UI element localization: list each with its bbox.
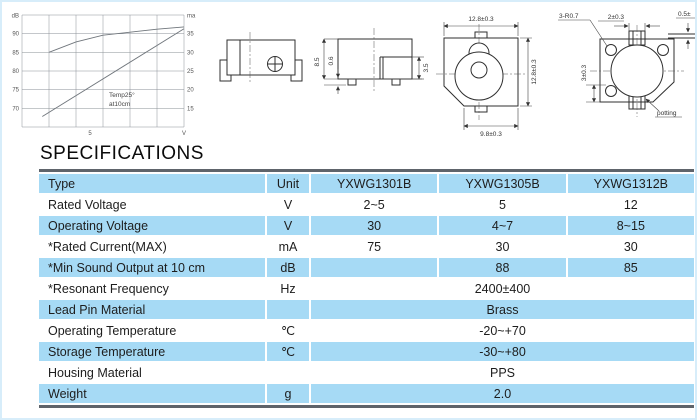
x-axis-unit: V — [181, 131, 187, 137]
spec-row — [39, 384, 694, 403]
potting-label: potting — [657, 110, 677, 117]
spec-table-body — [39, 195, 694, 403]
row-unit: ℃ — [267, 342, 309, 361]
row-value-merged: PPS — [489, 365, 515, 380]
col-header-model-1: YXWG1301B — [311, 174, 437, 193]
row-label: *Rated Current(MAX) — [48, 239, 167, 254]
side-view-drawing — [298, 20, 434, 120]
dim-pin-span: 9.8±0.3 — [480, 131, 502, 138]
row-label: Weight — [39, 384, 265, 403]
row-unit: V — [267, 216, 309, 235]
spec-row — [39, 342, 694, 361]
row-label: *Resonant Frequency — [48, 281, 169, 296]
row-label: Rated Voltage — [48, 197, 127, 212]
row-label: Storage Temperature — [39, 342, 265, 361]
dim-step-height: 3.5 — [423, 63, 430, 73]
right-tick: 20 — [187, 87, 194, 94]
row-value-merged: 2400±400 — [474, 281, 531, 296]
performance-chart — [6, 7, 208, 141]
chart-grid — [22, 15, 184, 127]
left-tick: 75 — [12, 87, 19, 94]
page-title: SPECIFICATIONS — [40, 143, 204, 164]
row-value: 4~7 — [439, 216, 565, 235]
row-unit: Hz — [280, 281, 296, 296]
spec-row — [39, 300, 694, 319]
row-value: 2~5 — [363, 197, 385, 212]
row-value: 85 — [568, 258, 694, 277]
row-value: 88 — [439, 258, 565, 277]
holes-radius-label: 3-R0.7 — [559, 13, 579, 20]
keyhole-body — [455, 52, 503, 100]
spec-table-header — [39, 174, 694, 193]
col-header-model-2: YXWG1305B — [439, 174, 565, 193]
row-unit — [267, 300, 309, 319]
dim-lead-thickness: 0.5± — [678, 11, 691, 18]
row-value-merged: Brass — [311, 300, 694, 319]
left-tick: 90 — [12, 31, 19, 38]
right-tick: 25 — [187, 69, 194, 75]
row-label: Operating Voltage — [39, 216, 265, 235]
spec-table — [39, 169, 694, 408]
row-value-merged: -20~+70 — [479, 323, 526, 338]
row-value — [311, 258, 437, 277]
row-value: 8~15 — [568, 216, 694, 235]
spec-row — [39, 237, 694, 256]
bottom-view-drawing — [558, 7, 697, 134]
dim-top-width: 12.8±0.3 — [468, 16, 494, 23]
series-sound-output-db — [49, 27, 184, 52]
spec-row — [39, 321, 694, 340]
dim-tab-width: 2±0.3 — [607, 14, 624, 21]
spec-row — [39, 216, 694, 235]
row-value: 30 — [311, 216, 437, 235]
dim-right-height: 12.8±0.3 — [531, 59, 538, 85]
left-tick: 80 — [12, 69, 19, 75]
row-label: Operating Temperature — [48, 323, 177, 338]
right-tick: 35 — [187, 31, 194, 38]
spec-row — [39, 279, 694, 298]
left-axis-unit: dB — [11, 13, 19, 20]
row-value: 75 — [367, 239, 382, 254]
row-label: *Min Sound Output at 10 cm — [39, 258, 265, 277]
row-label: Lead Pin Material — [39, 300, 265, 319]
col-header-model-3: YXWG1312B — [568, 174, 694, 193]
right-axis-unit: ma — [187, 13, 196, 20]
dim-foot-height: 0.6 — [328, 56, 335, 66]
spec-row — [39, 195, 694, 214]
left-tick: 70 — [12, 106, 19, 113]
row-value-merged: 2.0 — [311, 384, 694, 403]
row-unit: V — [283, 197, 293, 212]
left-tick: 85 — [12, 50, 19, 57]
row-unit: mA — [278, 239, 298, 254]
row-label: Housing Material — [48, 365, 142, 380]
top-view-drawing — [432, 8, 544, 138]
row-value-merged: -30~+80 — [311, 342, 694, 361]
col-header-type: Type — [39, 174, 265, 193]
row-unit — [267, 363, 309, 382]
x-tick: 5 — [88, 131, 92, 137]
spec-row — [39, 258, 694, 277]
chart-annotation-line2: at10cm — [109, 101, 131, 108]
dim-body-height: 8.5 — [314, 57, 321, 67]
spec-row — [39, 363, 694, 382]
row-unit: ℃ — [280, 324, 296, 338]
row-value: 5 — [499, 197, 506, 212]
row-value: 30 — [495, 239, 510, 254]
right-tick: 30 — [187, 50, 194, 57]
row-unit: g — [267, 384, 309, 403]
row-value: 12 — [623, 197, 638, 212]
dim-edge-distance: 3±0.3 — [581, 64, 588, 82]
row-value: 30 — [623, 239, 638, 254]
right-tick: 15 — [187, 106, 194, 113]
col-header-unit: Unit — [267, 174, 309, 193]
front-view-drawing — [212, 24, 304, 90]
chart-annotation-line1: Temp25° — [109, 92, 135, 99]
row-unit: dB — [267, 258, 309, 277]
